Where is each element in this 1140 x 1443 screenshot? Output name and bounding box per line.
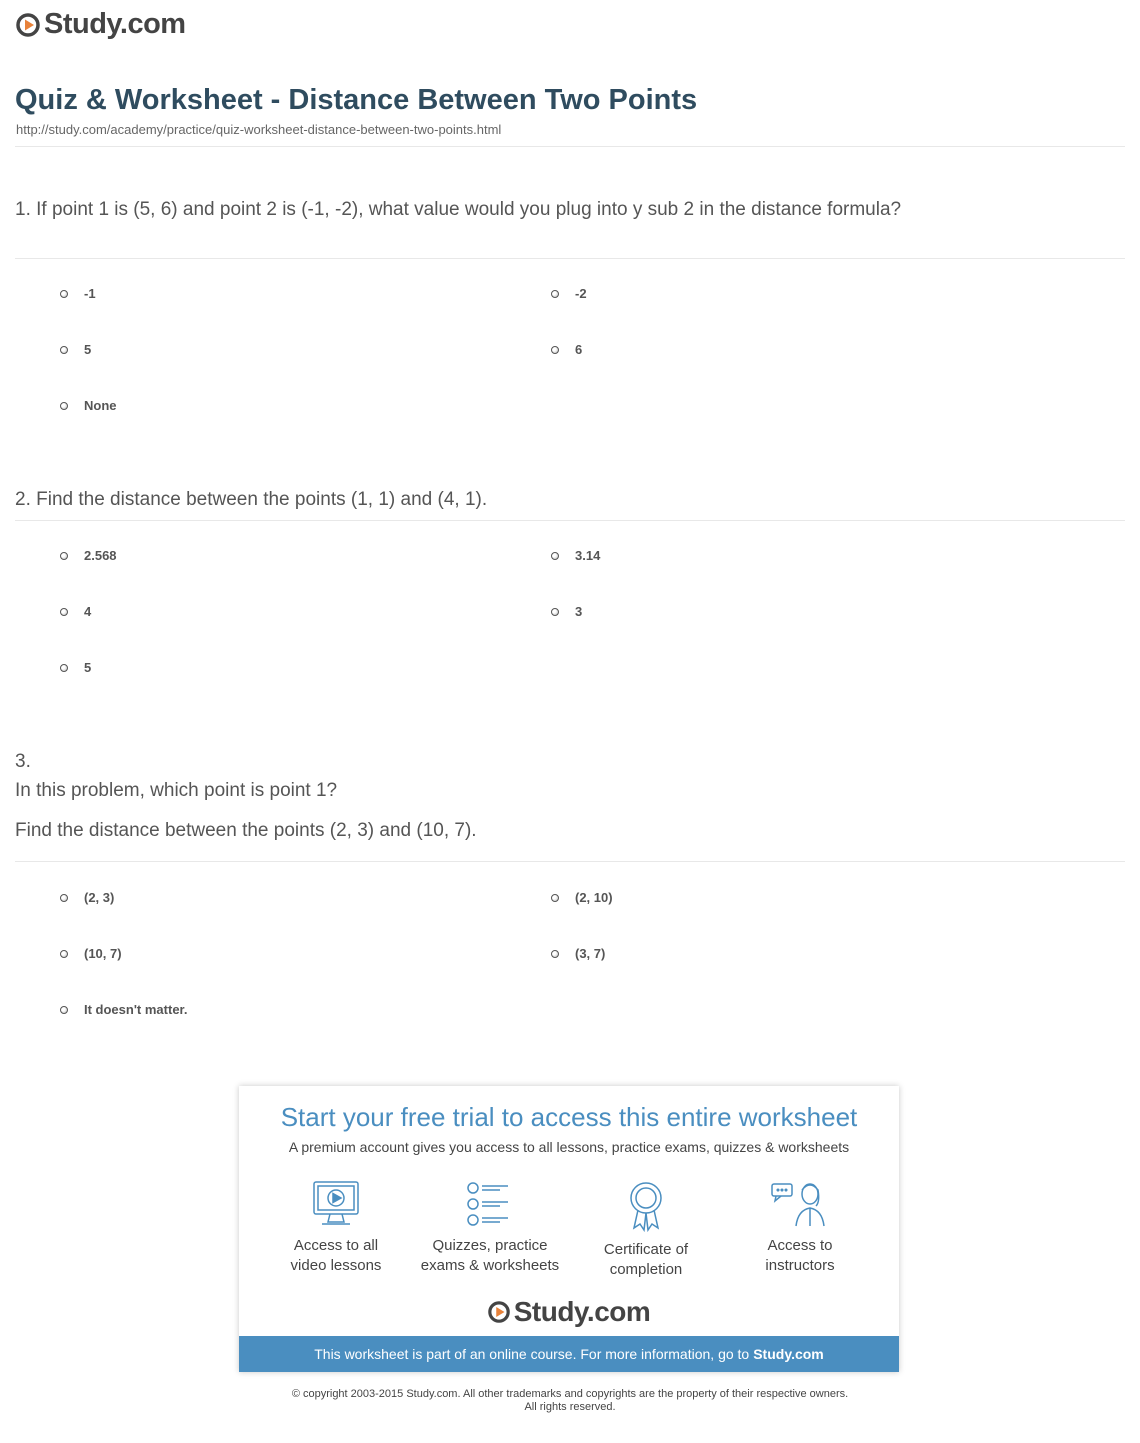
radio-button[interactable] bbox=[551, 950, 559, 958]
feature-label: Quizzes, practice exams & worksheets bbox=[420, 1237, 560, 1274]
q1-option-d[interactable]: 6 bbox=[551, 342, 582, 357]
study-link[interactable]: Study.com bbox=[753, 1346, 824, 1362]
play-logo-icon bbox=[488, 1301, 510, 1323]
promo-bar-text: This worksheet is part of an online course. For more information, go to bbox=[314, 1346, 750, 1362]
q2-option-d[interactable]: 3 bbox=[551, 604, 582, 619]
q2-option-a[interactable]: 2.568 bbox=[60, 548, 117, 563]
divider bbox=[15, 520, 1125, 521]
promo-title[interactable]: Start your free trial to access this entire worksheet bbox=[280, 1102, 858, 1132]
q3-option-d[interactable]: (3, 7) bbox=[551, 946, 605, 961]
radio-button[interactable] bbox=[60, 664, 68, 672]
radio-button[interactable] bbox=[60, 950, 68, 958]
promo-study-logo[interactable] bbox=[239, 1296, 899, 1328]
promo-subtitle: A premium account gives you access to all lessons, practice exams, quizzes & worksheets bbox=[288, 1139, 850, 1155]
feature-certificate bbox=[571, 1180, 721, 1280]
q2-option-b[interactable]: 3.14 bbox=[551, 548, 600, 563]
feature-label: Access to instructors bbox=[765, 1237, 835, 1274]
certificate-icon bbox=[620, 1180, 672, 1232]
quiz-list-icon bbox=[464, 1180, 516, 1228]
radio-button[interactable] bbox=[60, 290, 68, 298]
q1-option-a[interactable]: -1 bbox=[60, 286, 96, 301]
q3-option-a[interactable]: (2, 3) bbox=[60, 890, 114, 905]
question-1-text: 1. If point 1 is (5, 6) and point 2 is (-1, -2), what value would you plug into y sub 2 in the distance formula? bbox=[15, 199, 902, 220]
page-title: Quiz & Worksheet - Distance Between Two Points bbox=[15, 84, 698, 116]
question-3-number: 3. bbox=[15, 751, 31, 772]
page-url: http://study.com/academy/practice/quiz-worksheet-distance-between-two-points.html bbox=[16, 122, 502, 137]
radio-button[interactable] bbox=[60, 402, 68, 410]
copyright-footer bbox=[0, 1388, 1140, 1414]
radio-button[interactable] bbox=[60, 346, 68, 354]
q1-option-c[interactable]: 5 bbox=[60, 342, 91, 357]
radio-button[interactable] bbox=[551, 894, 559, 902]
video-lesson-icon bbox=[310, 1180, 362, 1228]
divider bbox=[15, 146, 1125, 147]
copyright-line: © copyright 2003-2015 Study.com. All other trademarks and copyrights are the property of their respective owners. bbox=[291, 1388, 849, 1400]
q3-option-c[interactable]: (10, 7) bbox=[60, 946, 122, 961]
study-logo[interactable] bbox=[16, 8, 186, 41]
q1-option-e[interactable]: None bbox=[60, 398, 117, 413]
play-logo-icon bbox=[16, 13, 40, 37]
radio-button[interactable] bbox=[551, 608, 559, 616]
feature-video-lessons bbox=[261, 1180, 411, 1276]
instructor-icon bbox=[770, 1180, 830, 1228]
question-3-prompt: In this problem, which point is point 1? bbox=[15, 780, 338, 801]
radio-button[interactable] bbox=[551, 552, 559, 560]
q2-option-e[interactable]: 5 bbox=[60, 660, 91, 675]
q1-option-b[interactable]: -2 bbox=[551, 286, 587, 301]
radio-button[interactable] bbox=[60, 552, 68, 560]
feature-quizzes bbox=[415, 1180, 565, 1276]
q3-option-b[interactable]: (2, 10) bbox=[551, 890, 613, 905]
feature-label: Certificate of completion bbox=[603, 1241, 689, 1278]
feature-label: Access to all video lessons bbox=[290, 1237, 382, 1274]
radio-button[interactable] bbox=[60, 1006, 68, 1014]
divider bbox=[15, 861, 1125, 862]
radio-button[interactable] bbox=[60, 608, 68, 616]
rights-line: All rights reserved. bbox=[524, 1401, 616, 1413]
q2-option-c[interactable]: 4 bbox=[60, 604, 91, 619]
free-trial-promo bbox=[239, 1086, 899, 1372]
logo-text: Study.com bbox=[44, 8, 186, 40]
logo-text: Study.com bbox=[513, 1296, 651, 1327]
divider bbox=[15, 258, 1125, 259]
radio-button[interactable] bbox=[60, 894, 68, 902]
radio-button[interactable] bbox=[551, 290, 559, 298]
q3-option-e[interactable]: It doesn't matter. bbox=[60, 1002, 188, 1017]
promo-info-bar bbox=[239, 1336, 899, 1372]
feature-instructors bbox=[725, 1180, 875, 1276]
question-3-context: Find the distance between the points (2, 3) and (10, 7). bbox=[15, 820, 477, 841]
radio-button[interactable] bbox=[551, 346, 559, 354]
question-2-text: 2. Find the distance between the points (1, 1) and (4, 1). bbox=[15, 489, 488, 510]
